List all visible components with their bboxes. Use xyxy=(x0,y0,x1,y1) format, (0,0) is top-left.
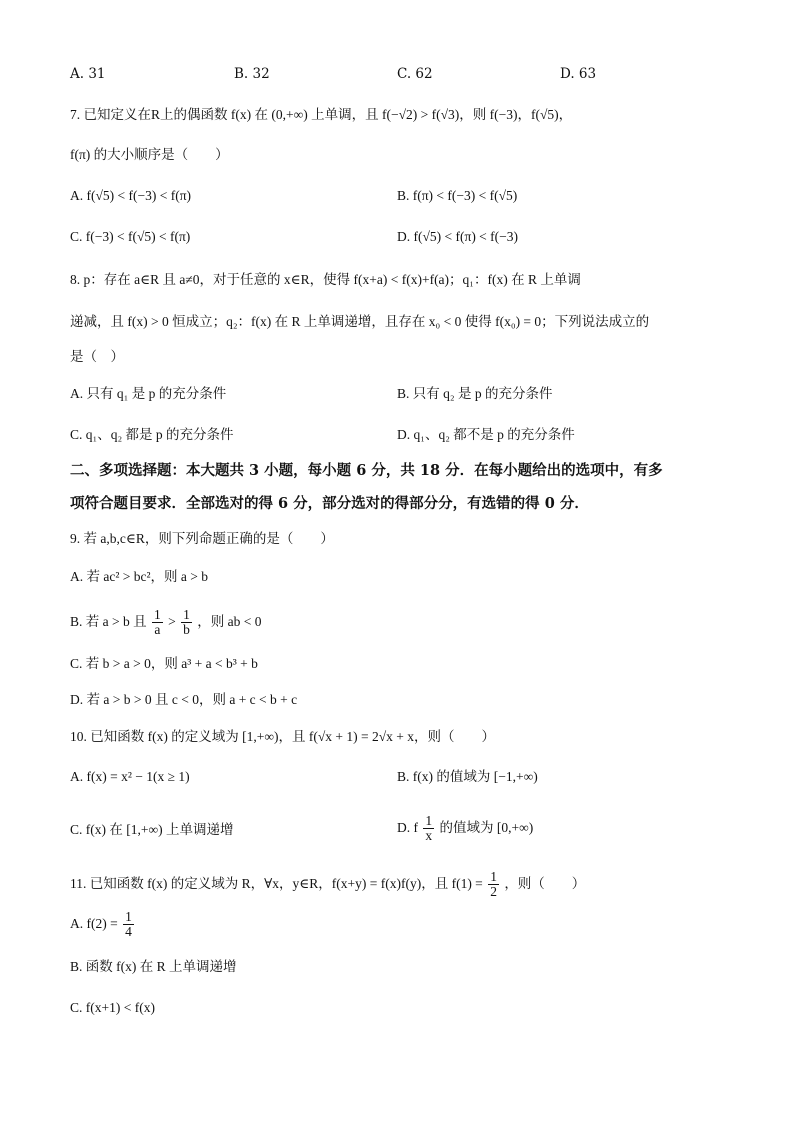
q7-option-d: D. f(√5) < f(π) < f(−3) xyxy=(397,229,519,244)
section2-heading-line2: 项符合题目要求．全部选对的得 6 分，部分选对的得部分分，有选错的得 0 分． xyxy=(70,495,589,512)
q9-b-frac1 xyxy=(152,608,163,637)
q11-option-a xyxy=(70,906,136,942)
q7-stem-line2: f(π) 的大小顺序是（ ） xyxy=(70,147,229,162)
q7-option-b: B. f(π) < f(−3) < f(√5) xyxy=(397,188,518,203)
q10-d-frac-num: 1 xyxy=(425,813,433,829)
q8-option-c: C. q₁、q₂ 都是 p 的充分条件 xyxy=(70,427,234,442)
q9-option-d: D. 若 a > b > 0 且 c < 0，则 a + c < b + c xyxy=(70,692,298,707)
q6-option-a: A. 31 xyxy=(70,66,106,82)
q9-option-b xyxy=(70,606,261,638)
q7-stem-line1: 7. 已知定义在R上的偶函数 f(x) 在 (0,+∞) 上单调，且 f(−√2) > f(√3)，则 f(−3)，f(√5)， xyxy=(70,107,573,122)
section2-heading-line1: 二、多项选择题：本大题共 3 小题，每小题 6 分，共 18 分．在每小题给出的选项中，有多 xyxy=(70,462,663,479)
q9-stem: 9. 若 a,b,c∈R，则下列命题正确的是（ ） xyxy=(70,531,334,546)
q8-line1: 8. p：存在 a∈R 且 a≠0，对于任意的 x∈R，使得 f(x+a) < f(x)+f(a)；q₁：f(x) 在 R 上单调 xyxy=(70,272,581,287)
q8-option-d: D. q₁、q₂ 都不是 p 的充分条件 xyxy=(397,427,575,442)
q10-d-frac-den: x xyxy=(425,828,433,844)
q10-d-frac xyxy=(423,814,434,843)
q8-line2: 递减，且 f(x) > 0 恒成立；q₂：f(x) 在 R 上单调递增，且存在 x₀ < 0 使得 f(x₀) = 0；下列说法成立的 xyxy=(70,314,650,329)
q11-a-frac-den: 4 xyxy=(125,924,132,940)
q11-option-c: C. f(x+1) < f(x) xyxy=(70,1000,155,1015)
q10-d-suffix: 的值域为 [0,+∞) xyxy=(439,820,534,835)
q7-option-c: C. f(−3) < f(√5) < f(π) xyxy=(70,229,191,244)
q11-stem-frac xyxy=(488,870,499,899)
q11-stem xyxy=(70,866,585,902)
q9-b-frac2-num: 1 xyxy=(183,607,190,623)
q6-option-b: B. 32 xyxy=(234,66,270,82)
q10-stem: 10. 已知函数 f(x) 的定义域为 [1,+∞)，且 f(√x + 1) = 2√x + x，则（ ） xyxy=(70,729,495,744)
q6-options xyxy=(70,66,730,86)
q11-a-frac-num: 1 xyxy=(125,909,132,925)
q7-option-a: A. f(√5) < f(−3) < f(π) xyxy=(70,188,192,203)
q10-option-b: B. f(x) 的值域为 [−1,+∞) xyxy=(397,769,538,784)
q9-option-a: A. 若 ac² > bc²，则 a > b xyxy=(70,569,209,584)
q11-stem-frac-den: 2 xyxy=(490,884,497,900)
q11-option-b: B. 函数 f(x) 在 R 上单调递增 xyxy=(70,959,237,974)
q11-stem-suffix: ，则（ ） xyxy=(504,876,586,891)
q9-b-prefix: B. 若 a > b 且 xyxy=(70,614,147,629)
q9-b-frac2-den: b xyxy=(183,622,190,638)
q8-option-a: A. 只有 q₁ 是 p 的充分条件 xyxy=(70,386,227,401)
q9-option-c: C. 若 b > a > 0，则 a³ + a < b³ + b xyxy=(70,656,258,671)
q11-stem-prefix: 11. 已知函数 f(x) 的定义域为 R，∀x，y∈R，f(x+y) = f(x)f(y)，且 f(1) = xyxy=(70,876,483,891)
q6-option-d: D. 63 xyxy=(560,66,597,82)
q8-line3: 是（ ） xyxy=(70,349,124,364)
q8-option-b: B. 只有 q₂ 是 p 的充分条件 xyxy=(397,386,553,401)
q11-a-frac xyxy=(123,910,134,939)
q10-option-c: C. f(x) 在 [1,+∞) 上单调递增 xyxy=(70,822,234,837)
q6-option-c: C. 62 xyxy=(397,66,433,82)
q10-option-a: A. f(x) = x² − 1(x ≥ 1) xyxy=(70,769,190,784)
q11-stem-frac-num: 1 xyxy=(490,869,497,885)
q10-d-prefix: D. f xyxy=(397,820,418,835)
q9-b-frac1-num: 1 xyxy=(154,607,161,623)
q9-b-suffix: ，则 ab < 0 xyxy=(197,614,262,629)
q10-option-d xyxy=(397,810,533,846)
q11-a-prefix: A. f(2) = xyxy=(70,916,118,931)
q9-b-gt: > xyxy=(168,614,176,629)
q9-b-frac2 xyxy=(181,608,192,637)
q9-b-frac1-den: a xyxy=(154,622,161,638)
